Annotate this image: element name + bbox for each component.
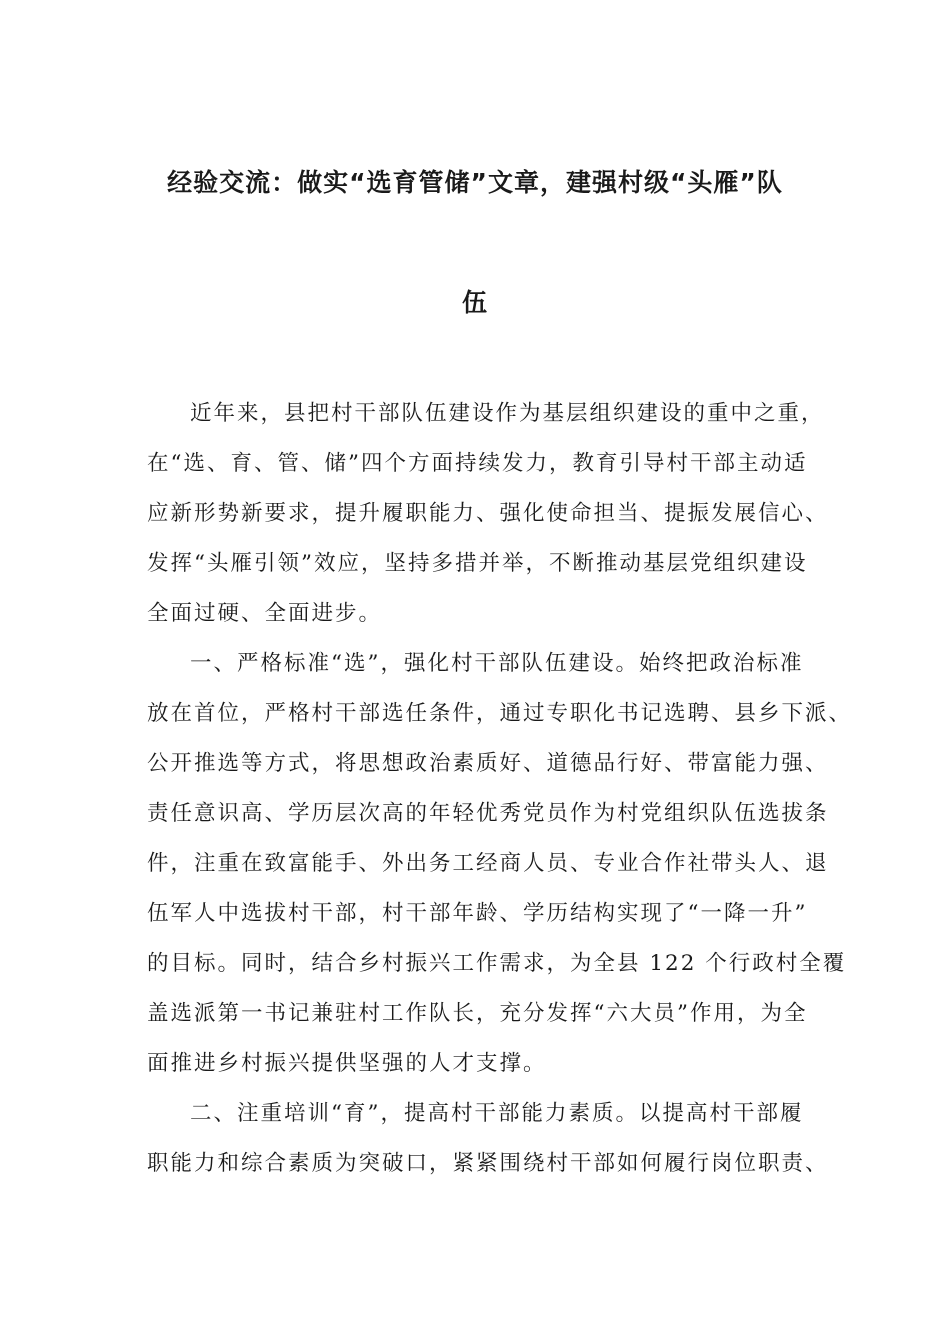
paragraph-line: 放在首位，严格村干部选任条件，通过专职化书记选聘、县乡下派、 — [147, 701, 853, 726]
document-title-line-1: 经验交流：做实“选育管储”文章，建强村级“头雁”队 — [167, 168, 783, 197]
paragraph-line: 在“选、育、管、储”四个方面持续发力，教育引导村干部主动适 — [147, 451, 808, 476]
paragraph-line: 的目标。同时，结合乡村振兴工作需求，为全县 122 个行政村全覆 — [147, 951, 847, 976]
paragraph-line: 件，注重在致富能手、外出务工经商人员、专业合作社带头人、退 — [147, 851, 829, 876]
paragraph-line: 全面过硬、全面进步。 — [147, 601, 383, 626]
paragraph-line: 一、严格标准“选”，强化村干部队伍建设。始终把政治标准 — [190, 651, 804, 676]
paragraph-line: 盖选派第一书记兼驻村工作队长，充分发挥“六大员”作用，为全 — [147, 1001, 808, 1026]
document-title-line-2: 伍 — [461, 288, 488, 317]
paragraph-line: 责任意识高、学历层次高的年轻优秀党员作为村党组织队伍选拔条 — [147, 801, 829, 826]
paragraph-line: 应新形势新要求，提升履职能力、强化使命担当、提振发展信心、 — [147, 501, 829, 526]
paragraph-line: 公开推选等方式，将思想政治素质好、道德品行好、带富能力强、 — [147, 751, 829, 776]
paragraph-line: 面推进乡村振兴提供坚强的人才支撑。 — [147, 1051, 547, 1076]
paragraph-line: 二、注重培训“育”，提高村干部能力素质。以提高村干部履 — [190, 1101, 804, 1126]
paragraph-line: 职能力和综合素质为突破口，紧紧围绕村干部如何履行岗位职责、 — [147, 1151, 829, 1176]
paragraph-line: 伍军人中选拔村干部，村干部年龄、学历结构实现了“一降一升” — [147, 901, 808, 926]
paragraph-line: 发挥“头雁引领”效应，坚持多措并举，不断推动基层党组织建设 — [147, 551, 808, 576]
paragraph-line: 近年来，县把村干部队伍建设作为基层组织建设的重中之重， — [190, 401, 825, 426]
